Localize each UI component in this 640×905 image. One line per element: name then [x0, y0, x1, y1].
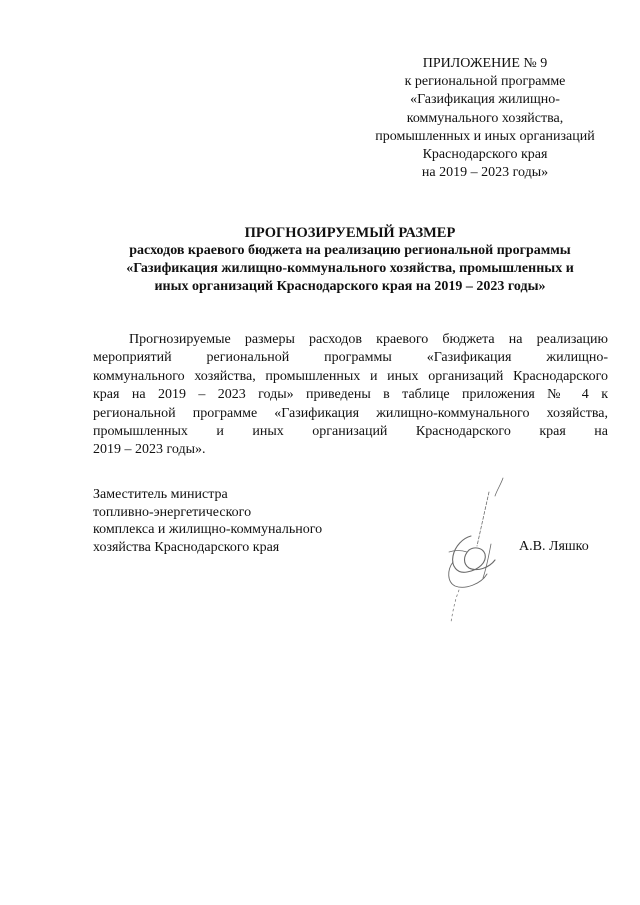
- appendix-line: «Газификация жилищно-: [410, 92, 560, 108]
- paragraph-line: мероприятий региональной программы «Газификация жилищно-: [93, 350, 608, 366]
- title-main: ПРОГНОЗИРУЕМЫЙ РАЗМЕР: [244, 225, 456, 241]
- title-line: расходов краевого бюджета на реализацию региональной программы: [129, 243, 571, 258]
- title-line: «Газификация жилищно-коммунального хозяйства, промышленных и: [126, 261, 574, 276]
- appendix-header: [360, 55, 610, 182]
- paragraph-line: Прогнозируемые размеры расходов краевого бюджета на реализацию: [129, 332, 608, 347]
- paragraph-line: промышленных и иных организаций Краснодарского края на: [93, 423, 608, 439]
- signer-position-line: комплекса и жилищно-коммунального: [93, 522, 323, 537]
- paragraph-line: региональной программе «Газификация жилищно-коммунального хозяйства,: [93, 405, 608, 421]
- body-paragraph: [93, 331, 608, 460]
- handwritten-signature: [425, 470, 515, 630]
- signer-position-line: Заместитель министра: [93, 487, 228, 502]
- appendix-line: коммунального хозяйства,: [406, 110, 564, 126]
- signer-position-line: хозяйства Краснодарского края: [93, 539, 280, 555]
- appendix-line: к региональной программе: [404, 74, 566, 90]
- paragraph-line: 2019 – 2023 годы».: [93, 442, 206, 458]
- appendix-number: ПРИЛОЖЕНИЕ № 9: [422, 56, 548, 71]
- signer-name: А.В. Ляшко: [519, 539, 589, 554]
- appendix-line: на 2019 – 2023 годы»: [421, 165, 549, 181]
- appendix-line: Краснодарского края: [422, 147, 548, 163]
- paragraph-line: края на 2019 – 2023 годы» приведены в таблице приложения № 4 к: [93, 387, 608, 403]
- signer-position: [93, 486, 322, 556]
- signer-position-line: топливно-энергетического: [93, 504, 252, 520]
- appendix-line: промышленных и иных организаций: [375, 128, 595, 144]
- document-title: [80, 224, 620, 296]
- paragraph-line: коммунального хозяйства, промышленных и иных организаций Краснодарского: [93, 368, 608, 384]
- title-line: иных организаций Краснодарского края на 2019 – 2023 годы»: [154, 279, 546, 294]
